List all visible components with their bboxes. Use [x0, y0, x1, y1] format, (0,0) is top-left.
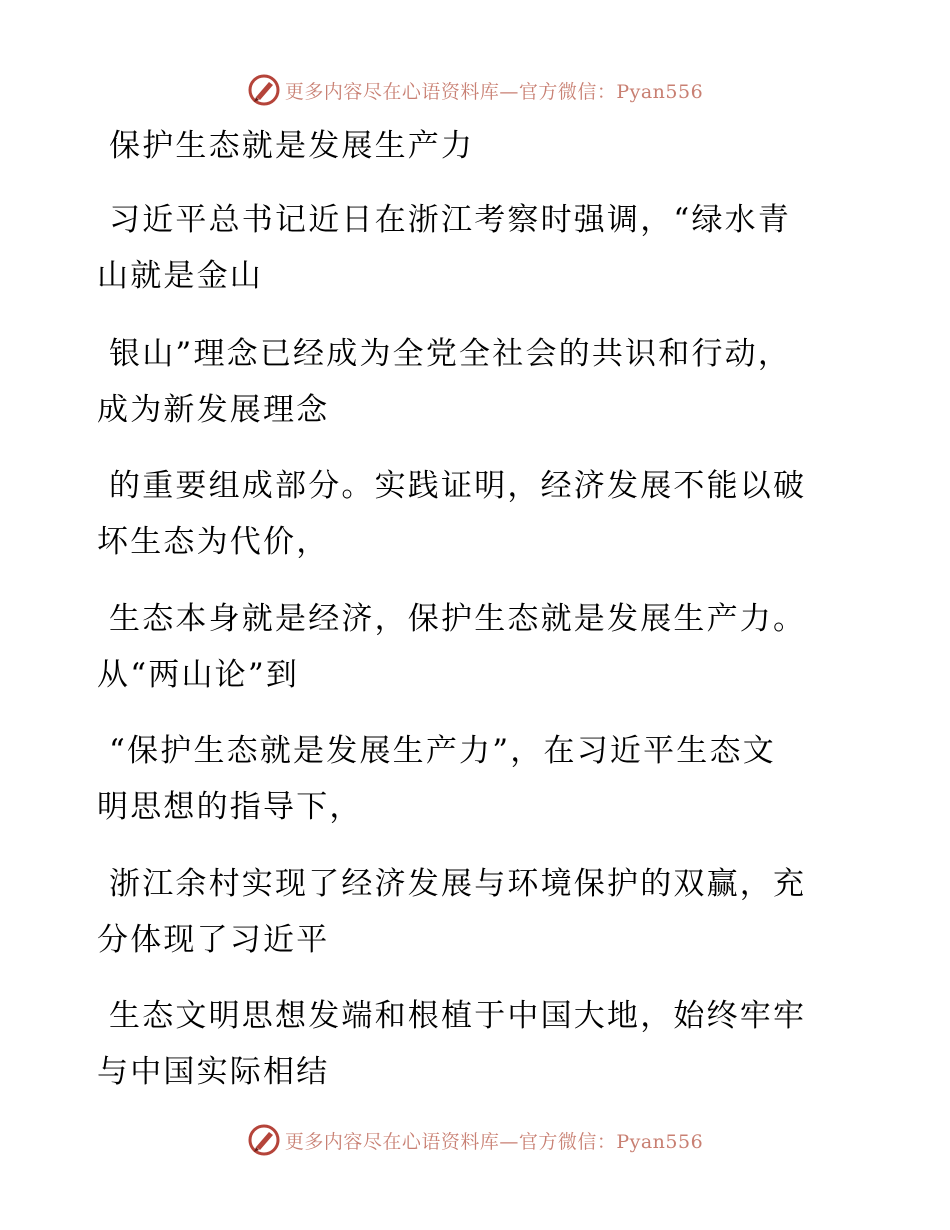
paragraph-line: 成为新发展理念 — [97, 392, 330, 428]
paragraph-line: 明思想的指导下， — [97, 789, 363, 825]
paragraph-line: 从“两山论”到 — [97, 657, 300, 693]
paragraph-1 — [97, 192, 837, 304]
pen-logo-icon — [247, 1123, 281, 1157]
paragraph-line: “保护生态就是发展生产力”，在习近平生态文 — [109, 733, 776, 769]
paragraph-line: 生态本身就是经济，保护生态就是发展生产力。 — [109, 601, 807, 637]
watermark-text: 更多内容尽在心语资料库—官方微信：Pyan556 — [284, 80, 704, 103]
paragraph-line: 浙江余村实现了经济发展与环境保护的双赢，充 — [109, 866, 807, 902]
pen-logo-icon — [247, 73, 281, 107]
footer-watermark — [0, 1120, 950, 1160]
paragraph-3 — [97, 458, 837, 570]
paragraph-line: 与中国实际相结 — [97, 1054, 330, 1090]
header-watermark — [0, 70, 950, 110]
paragraph-line: 山就是金山 — [97, 258, 263, 294]
paragraph-line: 生态文明思想发端和根植于中国大地，始终牢牢 — [109, 998, 807, 1034]
paragraph-7 — [97, 988, 837, 1100]
paragraph-line: 坏生态为代价， — [97, 524, 330, 560]
paragraph-2 — [97, 326, 837, 438]
paragraph-6 — [97, 856, 837, 968]
paragraph-line: 银山”理念已经成为全党全社会的共识和行动， — [109, 336, 792, 372]
paragraph-5 — [97, 723, 837, 835]
paragraph-line: 分体现了习近平 — [97, 922, 330, 958]
paragraph-line: 的重要组成部分。实践证明，经济发展不能以破 — [109, 468, 807, 504]
watermark-text: 更多内容尽在心语资料库—官方微信：Pyan556 — [284, 1130, 704, 1153]
paragraph-line: 习近平总书记近日在浙江考察时强调，“绿水青 — [109, 202, 792, 238]
document-title — [97, 118, 837, 174]
paragraph-4 — [97, 591, 837, 703]
title-line: 保护生态就是发展生产力 — [109, 128, 475, 164]
